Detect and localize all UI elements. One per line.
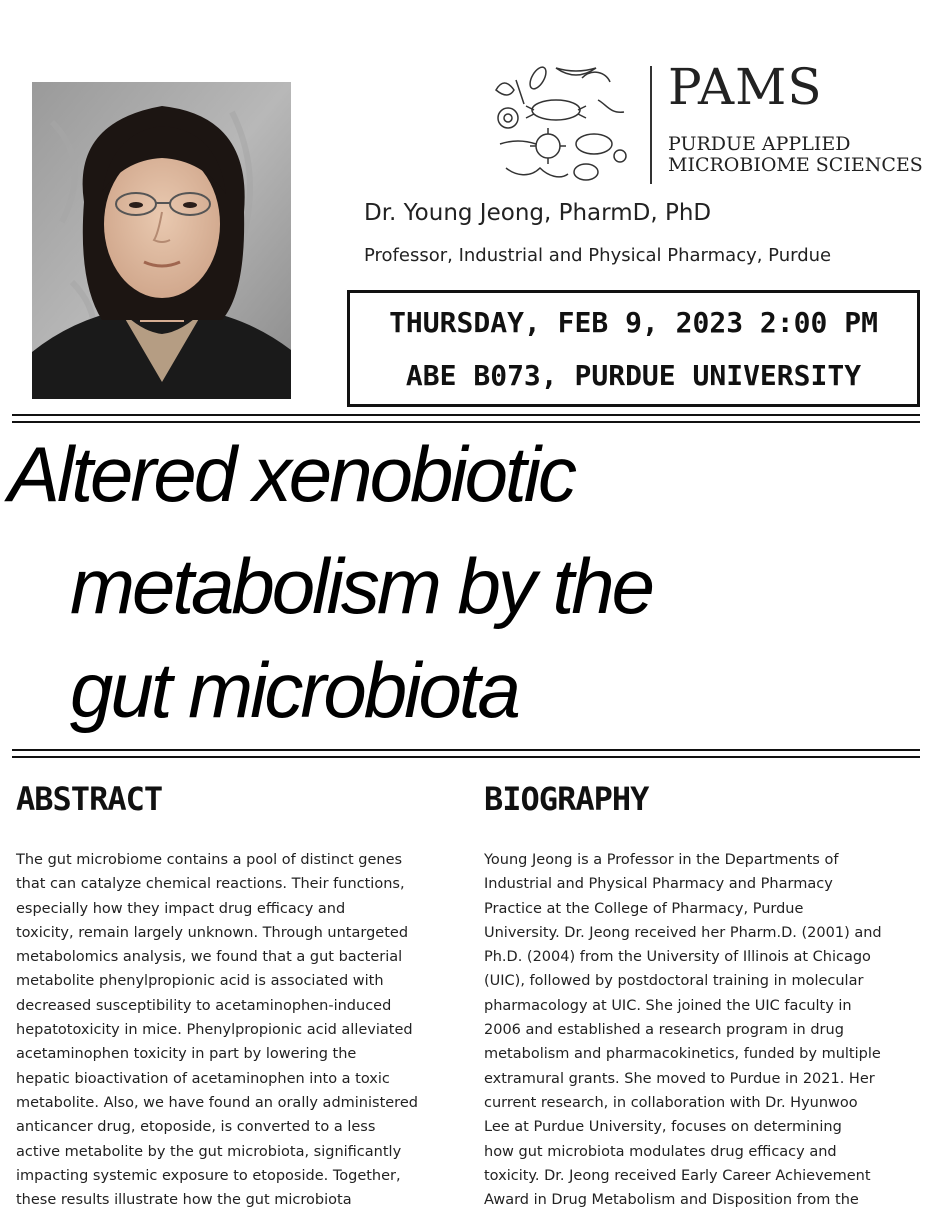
abstract-body bbox=[16, 848, 418, 1212]
abstract-line: anticancer drug, etoposide, is converted to a less bbox=[16, 1119, 376, 1136]
abstract-line: hepatic bioactivation of acetaminophen into a toxic bbox=[16, 1070, 390, 1087]
biography-line: current research, in collaboration with Dr. Hyunwoo bbox=[484, 1094, 858, 1111]
biography-line: Award in Drug Metabolism and Disposition from the bbox=[484, 1192, 859, 1209]
abstract-line: active metabolite by the gut microbiota, significantly bbox=[16, 1143, 402, 1160]
abstract-line: impacting systemic exposure to etoposide. Together, bbox=[16, 1167, 401, 1184]
abstract-line: that can catalyze chemical reactions. Their functions, bbox=[16, 876, 405, 893]
bottom-rule-1 bbox=[12, 749, 920, 751]
biography-line: Lee at Purdue University, focuses on determining bbox=[484, 1119, 842, 1136]
biography-line: pharmacology at UIC. She joined the UIC faculty in bbox=[484, 997, 852, 1014]
biography-line: how gut microbiota modulates drug efficacy and bbox=[484, 1143, 837, 1160]
talk-title-line2: metabolism by the bbox=[70, 542, 652, 630]
abstract-line: metabolite phenylpropionic acid is associated with bbox=[16, 973, 384, 990]
logo-subtitle-line2: MICROBIOME SCIENCES bbox=[668, 154, 923, 176]
event-box bbox=[347, 290, 920, 407]
abstract-line: especially how they impact drug efficacy and bbox=[16, 900, 346, 917]
abstract-line: toxicity, remain largely unknown. Through untargeted bbox=[16, 924, 409, 941]
logo-subtitle bbox=[668, 134, 923, 176]
biography-line: Practice at the College of Pharmacy, Purdue bbox=[484, 900, 804, 917]
abstract-line: The gut microbiome contains a pool of distinct genes bbox=[16, 852, 403, 868]
abstract-line: hepatotoxicity in mice. Phenylpropionic acid alleviated bbox=[16, 1022, 413, 1039]
microbe-logo-icon bbox=[486, 60, 636, 190]
biography-line: extramural grants. She moved to Purdue in 2021. Her bbox=[484, 1070, 875, 1087]
biography-line: metabolism and pharmacokinetics, funded by multiple bbox=[484, 1046, 881, 1063]
event-location: ABE B073, PURDUE UNIVERSITY bbox=[405, 359, 862, 392]
biography-line: Young Jeong is a Professor in the Departments of bbox=[484, 852, 839, 868]
biography-line: Ph.D. (2004) from the University of Illinois at Chicago bbox=[484, 949, 871, 966]
biography-heading: BIOGRAPHY bbox=[484, 780, 649, 818]
biography-line: 2006 and established a research program in drug bbox=[484, 1022, 844, 1039]
talk-title-line1: Altered xenobiotic bbox=[8, 430, 575, 518]
biography-line: Industrial and Physical Pharmacy and Pharmacy bbox=[484, 876, 833, 893]
speaker-photo bbox=[32, 82, 291, 399]
logo-subtitle-line1: PURDUE APPLIED bbox=[668, 133, 851, 155]
speaker-title: Professor, Industrial and Physical Pharmacy, Purdue bbox=[364, 245, 832, 266]
abstract-line: acetaminophen toxicity in part by lowering the bbox=[16, 1046, 357, 1063]
biography-line: toxicity. Dr. Jeong received Early Career Achievement bbox=[484, 1167, 871, 1184]
logo-name: PAMS bbox=[668, 58, 823, 116]
top-rule-1 bbox=[12, 414, 920, 416]
abstract-line: metabolite. Also, we have found an orally administered bbox=[16, 1094, 418, 1111]
bottom-rule-2 bbox=[12, 756, 920, 758]
abstract-heading: ABSTRACT bbox=[16, 780, 163, 818]
talk-title-line3: gut microbiota bbox=[70, 646, 518, 734]
top-rule-2 bbox=[12, 421, 920, 423]
biography-line: (UIC), followed by postdoctoral training in molecular bbox=[484, 973, 864, 990]
event-date-time: THURSDAY, FEB 9, 2023 2:00 PM bbox=[389, 306, 878, 339]
abstract-line: these results illustrate how the gut microbiota bbox=[16, 1192, 352, 1209]
abstract-line: metabolomics analysis, we found that a gut bacterial bbox=[16, 949, 403, 966]
speaker-name: Dr. Young Jeong, PharmD, PhD bbox=[364, 200, 712, 226]
biography-body bbox=[484, 848, 882, 1212]
biography-line: University. Dr. Jeong received her Pharm.D. (2001) and bbox=[484, 924, 882, 941]
logo-divider bbox=[650, 66, 652, 184]
abstract-line: decreased susceptibility to acetaminophen-induced bbox=[16, 997, 392, 1014]
